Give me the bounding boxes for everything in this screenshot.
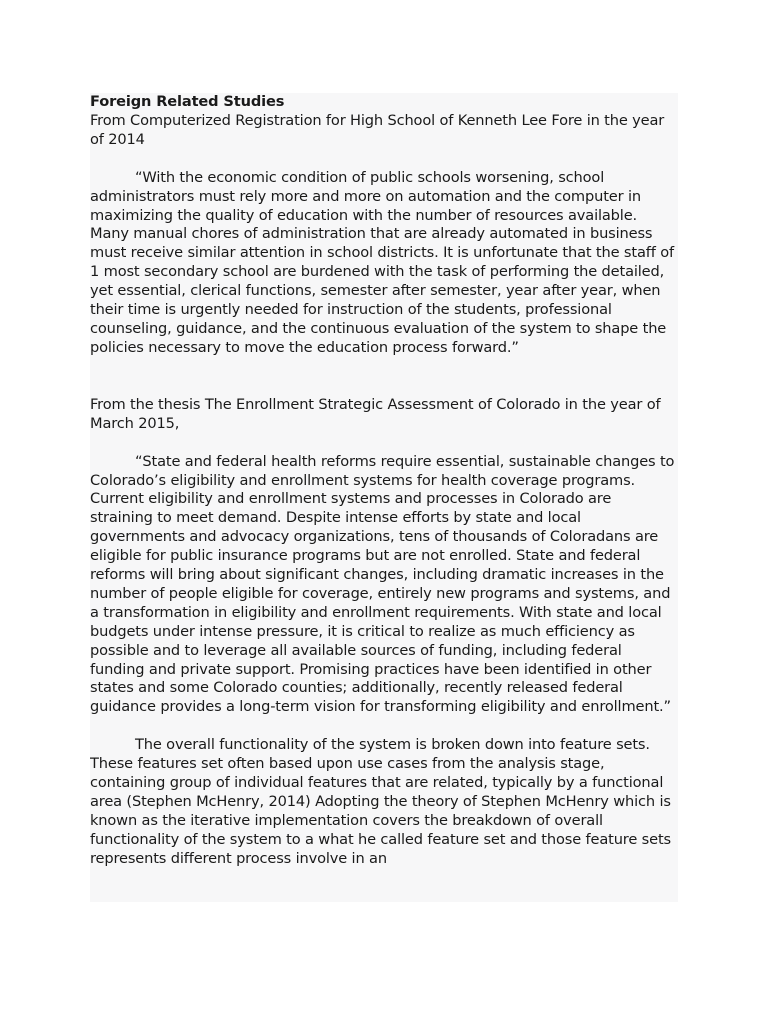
quote-paragraph-1: “With the economic condition of public schools worsening, school administrators must rely more and more on automation and the computer in maximizing the quality of education with the number of resources available. Many manual chores of administration that are already automated in business must receive similar attention in school districts. It is unfortunate that the staff of 1 most secondary school are burdened with the task of performing the detailed, yet essential, clerical functions, semester after semester, year after year, when their time is urgently needed for instruction of the students, professional counseling, guidance, and the continuous evaluation of the system to shape the policies necessary to move the education process forward.” — [90, 168, 674, 356]
spacer — [90, 717, 678, 736]
spacer — [90, 434, 678, 453]
document-title: Foreign Related Studies — [90, 93, 285, 110]
spacer — [90, 358, 678, 396]
document-page — [90, 93, 678, 902]
spacer — [90, 150, 678, 169]
body-paragraph-3: The overall functionality of the system is broken down into feature sets. These features set often based upon use cases from the analysis stage, containing group of individual features that are related, typically by a functional area (Stephen McHenry, 2014) Adopting the theory of Stephen McHenry which is known as the iterative implementation covers the breakdown of overall functionality of the system to a what he called feature set and those feature sets represents different process involve in an — [90, 736, 671, 867]
quote-paragraph-2: “State and federal health reforms require essential, sustainable changes to Colorado’s eligibility and enrollment systems for health coverage programs. Current eligibility and enrollment systems and processes in Colorado are straining to meet demand. Despite intense efforts by state and local governments and advocacy organizations, tens of thousands of Coloradans are eligible for public insurance programs but are not enrolled. State and federal reforms will bring about significant changes, including dramatic increases in the number of people eligible for coverage, entirely new programs and systems, and a transformation in eligibility and enrollment requirements. With state and local budgets under intense pressure, it is critical to realize as much efficiency as possible and to leverage all available sources of funding, including federal funding and private support. Promising practices have been identified in other states and some Colorado counties; additionally, recently released federal guidance provides a long-term vision for transforming eligibility and enrollment.” — [90, 452, 675, 716]
document-body — [90, 93, 678, 869]
source-citation-2: From the thesis The Enrollment Strategic Assessment of Colorado in the year of March 2015, — [90, 395, 661, 432]
source-citation-1: From Computerized Registration for High School of Kenneth Lee Fore in the year of 2014 — [90, 111, 665, 148]
